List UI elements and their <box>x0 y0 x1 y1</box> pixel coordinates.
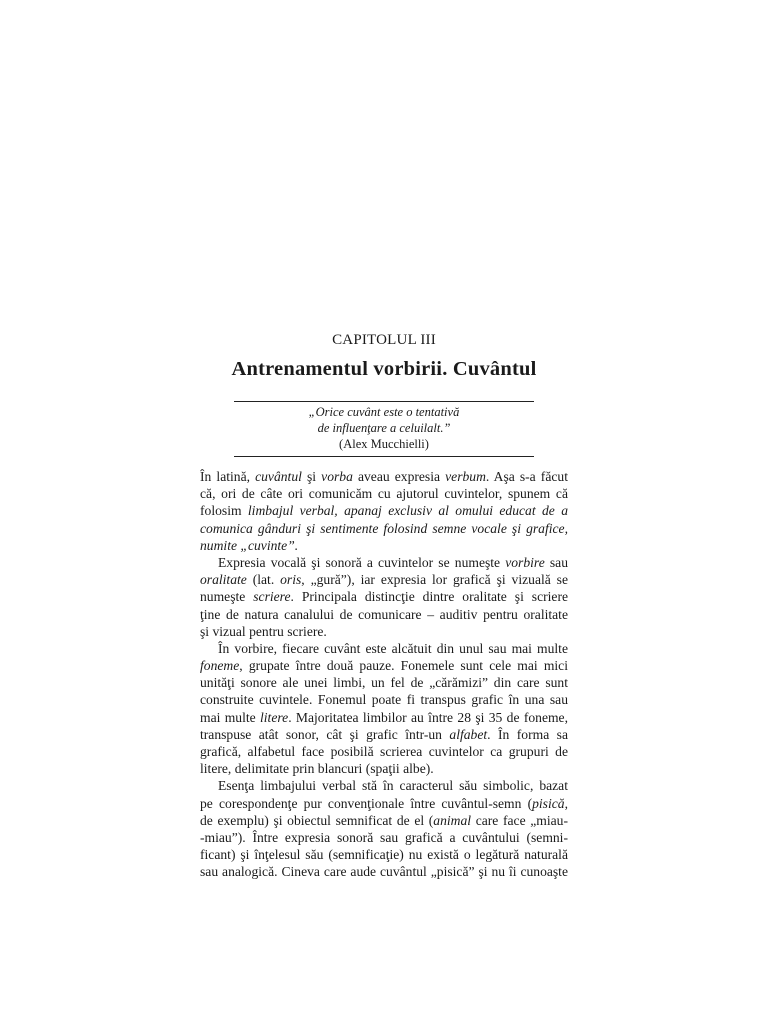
text-run: , <box>564 795 568 811</box>
text-run: mai multe <box>200 709 260 725</box>
chapter-label: CAPITOLUL III <box>332 332 436 348</box>
text-run: litere, delimitate prin blancuri (spaţii albe). <box>200 761 434 777</box>
text-line <box>200 777 568 794</box>
text-run: grafică, alfabetul face posibilă scrierea cuvintelor ca grupuri de <box>200 744 568 759</box>
epigraph-author: (Alex Mucchielli) <box>339 437 429 451</box>
text-line <box>200 726 568 743</box>
text-run: de exemplu) şi obiectul semnificat de el ( <box>200 812 434 828</box>
text-run: ficant) şi înţelesul său (semnificaţie) nu există o legătură naturală <box>200 847 568 863</box>
italic-run: oralitate <box>200 572 247 588</box>
italic-run: vorba <box>321 469 353 484</box>
text-run: pe corespondenţe pur convenţionale între cuvântul-semn ( <box>200 795 533 811</box>
text-run: -miau”). Între expresia sonoră sau grafică a cuvântului (semni- <box>200 829 568 845</box>
text-run: sau <box>544 554 568 570</box>
italic-run: numite „cuvinte”. <box>200 537 299 553</box>
text-line <box>200 846 568 863</box>
epigraph-line-2: de influenţare a celuilalt.” <box>317 421 451 435</box>
text-line <box>200 571 568 588</box>
text-run: (lat. <box>246 572 281 588</box>
text-line <box>200 588 568 605</box>
italic-run: pisică <box>532 795 565 811</box>
text-run: . Aşa s-a făcut <box>485 469 568 484</box>
text-run: Expresia vocală şi sonoră a cuvintelor se numeşte <box>218 554 506 570</box>
text-line <box>200 554 568 571</box>
italic-run: comunica gânduri şi sentimente folosind semne vocale şi grafice, <box>200 520 568 536</box>
text-run: şi vizual pentru scriere. <box>200 623 327 639</box>
italic-run: verbum <box>445 469 486 484</box>
text-line <box>200 606 568 623</box>
text-run: unităţi sonore ale unei limbi, un fel de „cărămizi” din care sunt <box>200 675 568 691</box>
italic-run: foneme <box>200 658 240 674</box>
text-run: transpuse atât sonor, cât şi grafic într-un <box>200 726 450 742</box>
italic-run: vorbire <box>505 554 545 570</box>
text-run: . Majoritatea limbilor au între 28 şi 35 de foneme, <box>288 709 568 725</box>
text-run: În vorbire, fiecare cuvânt este alcătuit din unul sau mai multe <box>218 640 568 656</box>
epigraph-line-1: „Orice cuvânt este o tentativă <box>308 405 460 419</box>
text-line <box>200 829 568 846</box>
text-line <box>200 795 568 812</box>
text-line <box>200 760 568 777</box>
italic-run: alfabet <box>449 726 488 742</box>
text-run: care face „miau- <box>471 812 568 828</box>
text-run: . Principala distincţie dintre oralitate şi scriere <box>290 589 569 605</box>
text-run: şi <box>301 469 322 484</box>
italic-run: cuvântul <box>255 469 302 484</box>
text-line <box>200 743 568 760</box>
body-text <box>200 468 568 881</box>
text-run: sau analogică. Cineva care aude cuvântul „pisică” şi nu îi cunoaşte <box>200 864 568 880</box>
italic-run: litere <box>260 709 289 725</box>
epigraph-top-rule <box>234 401 534 402</box>
text-line <box>200 468 568 485</box>
text-run: aveau expresia <box>352 469 446 484</box>
chapter-title: Antrenamentul vorbirii. Cuvântul <box>231 358 537 380</box>
text-run: Esenţa limbajului verbal stă în caracterul său simbolic, bazat <box>218 778 568 794</box>
text-line <box>200 709 568 726</box>
text-run: , grupate între două pauze. Fonemele sunt cele mai mici <box>239 658 568 674</box>
text-run: , „gură”), iar expresia lor grafică şi vizuală se <box>301 572 569 588</box>
text-run: construite cuvintele. Fonemul poate fi transpus grafic în una sau <box>200 692 568 708</box>
text-line <box>200 520 568 537</box>
italic-run: limbajul verbal, apanaj exclusiv al omului educat de a <box>247 503 568 519</box>
epigraph <box>234 404 534 452</box>
text-run: că, ori de câte ori comunicăm cu ajutorul cuvintelor, spunem că <box>200 486 568 502</box>
text-line <box>200 502 568 519</box>
text-run: . În forma sa <box>487 726 568 742</box>
text-run: ţine de natura canalului de comunicare – auditiv pentru oralitate <box>200 606 568 622</box>
text-line <box>200 657 568 674</box>
italic-run: animal <box>433 812 472 828</box>
text-line <box>200 691 568 708</box>
text-run: numeşte <box>200 589 254 605</box>
text-line <box>200 623 568 640</box>
text-line <box>200 485 568 502</box>
italic-run: scriere <box>253 589 291 605</box>
epigraph-bottom-rule <box>234 456 534 457</box>
text-line <box>200 537 568 554</box>
text-run: În latină, <box>200 469 256 484</box>
text-line <box>200 640 568 657</box>
text-line <box>200 812 568 829</box>
text-line <box>200 863 568 880</box>
text-run: folosim <box>200 503 248 519</box>
text-line <box>200 674 568 691</box>
italic-run: oris <box>280 572 302 588</box>
